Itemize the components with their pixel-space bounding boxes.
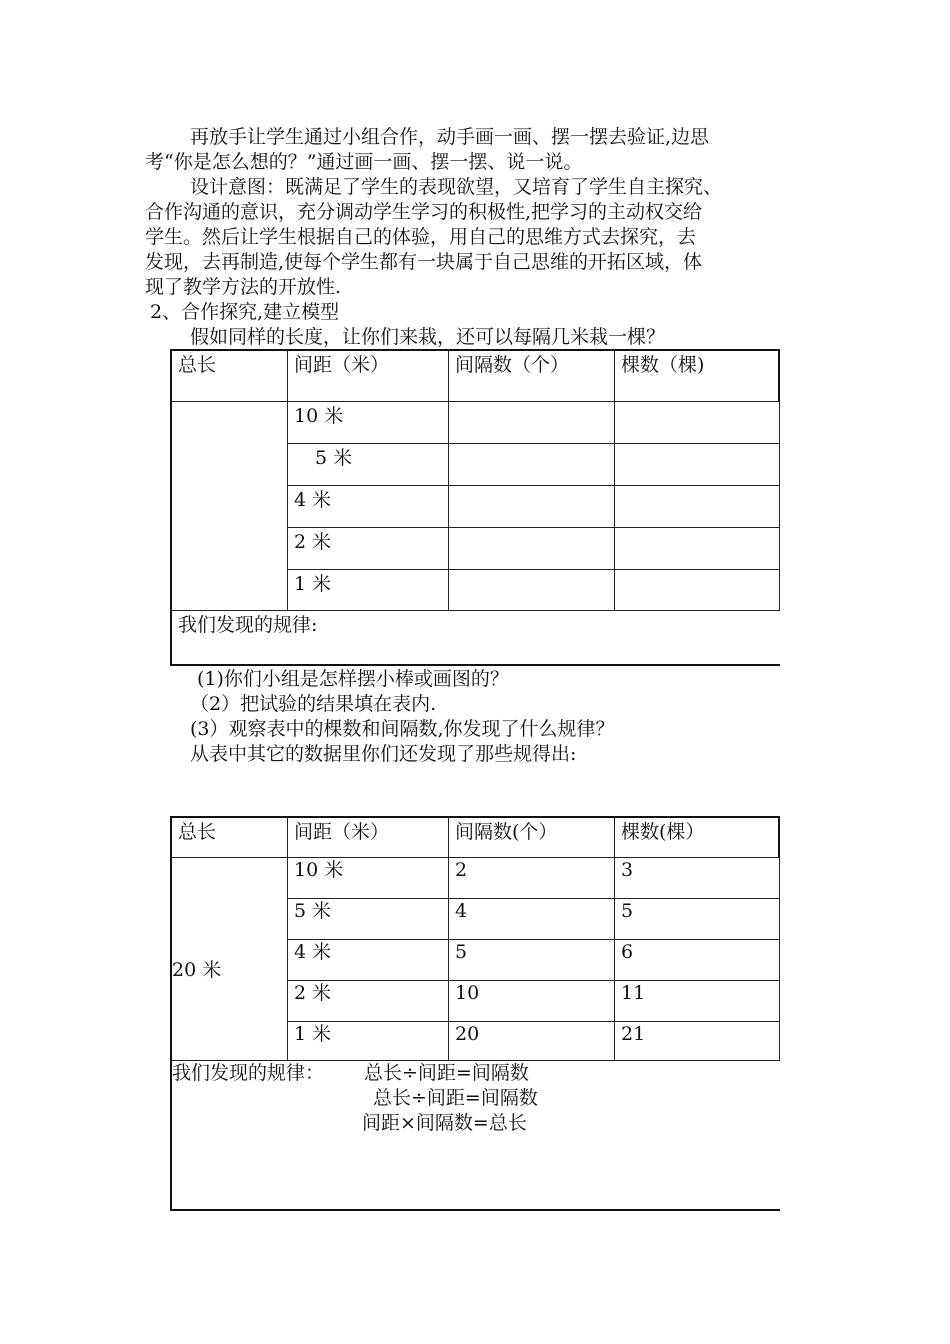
table1-trees-cell (614, 401, 780, 444)
section-heading: 2、合作探究,建立模型 (150, 301, 340, 323)
table2-trees-value: 21 (621, 1023, 646, 1045)
table1-header-total: 总长 (178, 354, 217, 376)
table1-header-cell (170, 349, 288, 402)
table2-intervals-value: 10 (455, 982, 480, 1004)
table1-spacing-cell (287, 443, 449, 486)
table1-spacing-value: 2 米 (294, 531, 332, 553)
table2-trees-value: 6 (621, 941, 634, 963)
table1-trees-cell (614, 527, 780, 570)
table2-intervals-value: 2 (455, 859, 468, 881)
table1-footer-label: 我们发现的规律: (178, 614, 318, 636)
table2-spacing-cell (287, 1021, 449, 1061)
step-text: (1)你们小组是怎样摆小棒或画图的？ (197, 668, 509, 690)
table2-rule: 总长÷间距=间隔数 (364, 1062, 529, 1084)
table2-intervals-value: 4 (455, 900, 468, 922)
table2-spacing-value: 10 米 (294, 859, 344, 881)
table2-trees-value: 3 (621, 859, 634, 881)
table2-header-trees: 棵数(棵） (621, 821, 705, 843)
table2-spacing-cell (287, 980, 449, 1022)
paragraph-line: 学生。然后让学生根据自己的体验，用自己的思维方式去探究，去 (145, 226, 697, 248)
table2-header-spacing: 间距（米） (294, 821, 390, 843)
table1-intervals-cell (448, 527, 615, 570)
table1-header-intervals: 间隔数（个） (455, 354, 570, 376)
table1-intervals-cell (448, 485, 615, 528)
table2-rule: 总长÷间距=间隔数 (373, 1087, 538, 1109)
table1-spacing-cell (287, 401, 449, 444)
table2-trees-cell (614, 857, 780, 899)
paragraph-line: 合作沟通的意识，充分调动学生学习的积极性,把学习的主动权交给 (145, 201, 703, 223)
paragraph-line: 现了教学方法的开放性. (145, 276, 342, 298)
table1-intervals-cell (448, 401, 615, 444)
table2-intervals-cell (448, 898, 615, 940)
table1-spacing-cell (287, 485, 449, 528)
table1-spacing-value: 10 米 (294, 405, 344, 427)
table2-header-total: 总长 (178, 821, 217, 843)
step-text: 从表中其它的数据里你们还发现了那些规得出: (190, 743, 577, 765)
table1-intervals-cell (448, 443, 615, 486)
table2-intervals-value: 20 (455, 1023, 480, 1045)
table2-intervals-cell (448, 1021, 615, 1061)
table1-header-cell (287, 349, 449, 402)
table1-total-cell (170, 401, 288, 611)
table2-intervals-cell (448, 939, 615, 981)
table1-spacing-value: 5 米 (315, 447, 353, 469)
paragraph-line: 发现，去再制造,使每个学生都有一块属于自己思维的开拓区域，体 (145, 251, 703, 273)
table2-trees-value: 5 (621, 900, 634, 922)
table2-trees-cell (614, 898, 780, 940)
table2-footer (170, 1060, 780, 1211)
table2-header-cell (614, 816, 780, 858)
table1-footer (170, 610, 780, 666)
table1-header-spacing: 间距（米） (294, 354, 390, 376)
table2-header-intervals: 间隔数(个） (455, 821, 558, 843)
table1-spacing-value: 1 米 (294, 573, 332, 595)
table1-header-cell (448, 349, 615, 402)
paragraph-line: 设计意图：既满足了学生的表现欲望，又培育了学生自主探究、 (190, 176, 723, 198)
table2-intervals-cell (448, 980, 615, 1022)
table2-header-cell (287, 816, 449, 858)
table1-trees-cell (614, 485, 780, 528)
table2-intervals-value: 5 (455, 941, 468, 963)
paragraph-line: 考“你是怎么想的？”通过画一画、摆一摆、说一说。 (145, 151, 583, 173)
step-text: （2）把试验的结果填在表内. (190, 693, 437, 715)
table1-spacing-value: 4 米 (294, 489, 332, 511)
table2-trees-value: 11 (621, 982, 646, 1004)
table2-header-cell (448, 816, 615, 858)
paragraph-line: 再放手让学生通过小组合作，动手画一画、摆一摆去验证,边思 (190, 126, 710, 148)
step-text: (3）观察表中的棵数和间隔数,你发现了什么规律？ (190, 718, 615, 740)
table2-header-cell (170, 816, 288, 858)
table2-trees-cell (614, 939, 780, 981)
table1-header-cell (614, 349, 780, 402)
table2-spacing-value: 5 米 (294, 900, 332, 922)
table2-spacing-cell (287, 898, 449, 940)
question-text: 假如同样的长度，让你们来栽，还可以每隔几米栽一棵？ (190, 326, 666, 348)
table2-rule: 间距×间隔数=总长 (362, 1112, 527, 1134)
table2-footer-label: 我们发现的规律： (172, 1062, 325, 1084)
table2-spacing-value: 4 米 (294, 941, 332, 963)
table1-intervals-cell (448, 569, 615, 611)
table1-header-trees: 棵数（棵) (621, 354, 705, 376)
table2-total-value: 20 米 (172, 959, 222, 981)
table2-spacing-value: 1 米 (294, 1023, 332, 1045)
table2-intervals-cell (448, 857, 615, 899)
table1-trees-cell (614, 569, 780, 611)
table2-trees-cell (614, 1021, 780, 1061)
table2-trees-cell (614, 980, 780, 1022)
table2-total-cell (170, 857, 288, 1061)
table1-spacing-cell (287, 527, 449, 570)
table2-spacing-cell (287, 857, 449, 899)
table2-spacing-cell (287, 939, 449, 981)
table1-spacing-cell (287, 569, 449, 611)
table2-spacing-value: 2 米 (294, 982, 332, 1004)
table1-trees-cell (614, 443, 780, 486)
